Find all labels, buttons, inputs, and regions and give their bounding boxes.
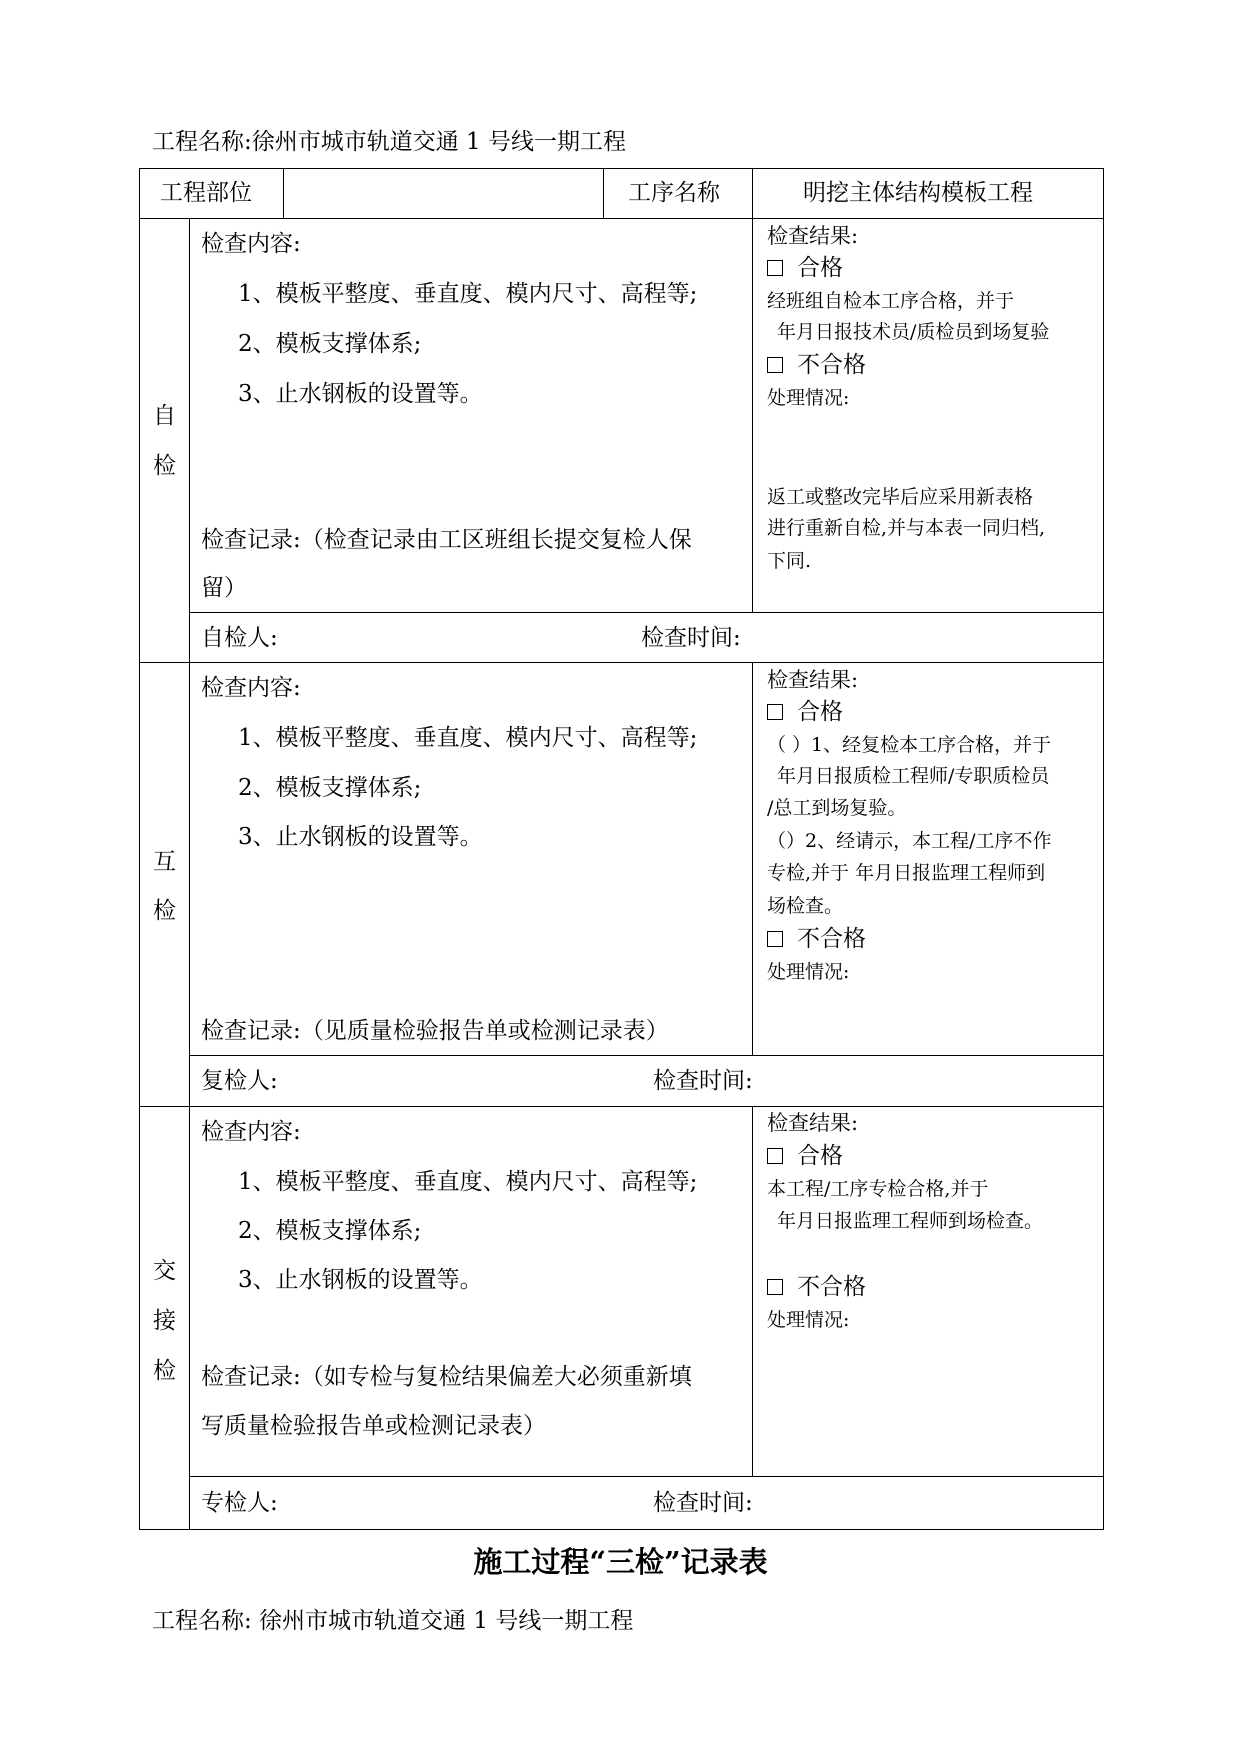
handover-check-result-col-divider [752,1106,753,1476]
handle-label: 处理情况: [767,387,850,409]
checkbox-icon[interactable] [767,931,783,947]
fail-label: 不合格 [797,926,866,952]
pass-text: 年月日报质检工程师/专职质检员 [777,765,1050,787]
result-title: 检查结果: [767,224,859,248]
section-label-char: 检 [153,1358,176,1384]
fail-option[interactable] [767,928,866,951]
pass-label: 合格 [797,1143,843,1169]
self-check-signature-divider [189,612,1104,613]
header-col-divider-1 [283,168,284,218]
form-title: 施工过程“三检”记录表 [473,1545,768,1579]
pass-option[interactable] [767,1145,843,1168]
pass-text: 专检,并于 年月日报监理工程师到 [767,862,1046,884]
fail-option[interactable] [767,354,866,377]
table-border-bottom [139,1529,1104,1530]
person-label: 专检人: [201,1490,278,1516]
header-col-divider-2 [603,168,604,218]
pass-text: 场检查。 [767,895,844,917]
header-row-divider [139,218,1104,219]
record-line: 检查记录:（如专检与复检结果偏差大必须重新填 [201,1364,692,1390]
section-label-char: 检 [153,898,176,924]
section-label-char: 接 [153,1308,176,1334]
header-col-divider-3 [752,168,753,218]
content-item: 2、模板支撑体系; [238,1218,422,1244]
checkbox-icon[interactable] [767,1148,783,1164]
checkbox-icon[interactable] [767,704,783,720]
content-title: 检查内容: [201,675,301,701]
location-label: 工程部位 [160,180,252,206]
checkbox-icon[interactable] [767,357,783,373]
pass-text: （ ）1、经复检本工序合格，并于 [767,734,1052,756]
result-title: 检查结果: [767,668,859,692]
pass-text: （）2、经请示，本工程/工序不作 [767,830,1052,852]
pass-text: 年月日报监理工程师到场检查。 [777,1210,1044,1232]
section-divider-1 [139,662,1104,663]
note-line: 进行重新自检,并与本表一同归档, [767,517,1046,539]
fail-label: 不合格 [797,1274,866,1300]
record-line: 检查记录:（检查记录由工区班组长提交复检人保 [201,527,692,553]
note-line: 下同. [767,550,812,572]
handle-label: 处理情况: [767,961,850,983]
content-title: 检查内容: [201,231,301,257]
mutual-check-result-col-divider [752,662,753,1055]
content-title: 检查内容: [201,1119,301,1145]
process-value: 明挖主体结构模板工程 [803,180,1033,206]
time-label: 检查时间: [653,1068,753,1094]
pass-text: /总工到场复验。 [767,797,907,819]
project-name-line-bottom: 工程名称: 徐州市城市轨道交通 1 号线一期工程 [152,1608,634,1634]
pass-text: 本工程/工序专检合格,并于 [767,1178,989,1200]
content-item: 1、模板平整度、垂直度、模内尺寸、高程等; [238,281,698,307]
checkbox-icon[interactable] [767,260,783,276]
content-item: 2、模板支撑体系; [238,775,422,801]
record-line: 检查记录:（见质量检验报告单或检测记录表） [201,1018,669,1044]
pass-label: 合格 [797,255,843,281]
table-border-right [1103,168,1104,1529]
process-label: 工序名称 [628,180,720,206]
table-border-left [139,168,140,1529]
content-item: 1、模板平整度、垂直度、模内尺寸、高程等; [238,725,698,751]
time-label: 检查时间: [641,625,741,651]
section-label-char: 自 [153,403,176,429]
pass-text: 年月日报技术员/质检员到场复验 [777,321,1050,343]
result-title: 检查结果: [767,1111,859,1135]
record-line: 留） [201,575,247,601]
checkbox-icon[interactable] [767,1279,783,1295]
fail-label: 不合格 [797,352,866,378]
pass-option[interactable] [767,257,843,280]
person-label: 自检人: [201,625,278,651]
person-label: 复检人: [201,1068,278,1094]
fail-option[interactable] [767,1276,866,1299]
handover-check-signature-divider [189,1476,1104,1477]
note-line: 返工或整改完毕后应采用新表格 [767,486,1034,508]
content-item: 3、止水钢板的设置等。 [238,824,483,850]
pass-option[interactable] [767,701,843,724]
time-label: 检查时间: [653,1490,753,1516]
section-label-char: 检 [153,453,176,479]
section-label-col-divider [189,218,190,1529]
record-line: 写质量检验报告单或检测记录表） [201,1413,546,1439]
content-item: 1、模板平整度、垂直度、模内尺寸、高程等; [238,1169,698,1195]
content-item: 2、模板支撑体系; [238,331,422,357]
section-divider-2 [139,1106,1104,1107]
project-name-line-top: 工程名称:徐州市城市轨道交通 1 号线一期工程 [152,129,627,155]
handle-label: 处理情况: [767,1309,850,1331]
pass-label: 合格 [797,699,843,725]
pass-text: 经班组自检本工序合格，并于 [767,290,1015,312]
self-check-result-col-divider [752,218,753,612]
content-item: 3、止水钢板的设置等。 [238,381,483,407]
mutual-check-signature-divider [189,1055,1104,1056]
content-item: 3、止水钢板的设置等。 [238,1267,483,1293]
section-label-char: 互 [153,849,176,875]
section-label-char: 交 [153,1258,176,1284]
